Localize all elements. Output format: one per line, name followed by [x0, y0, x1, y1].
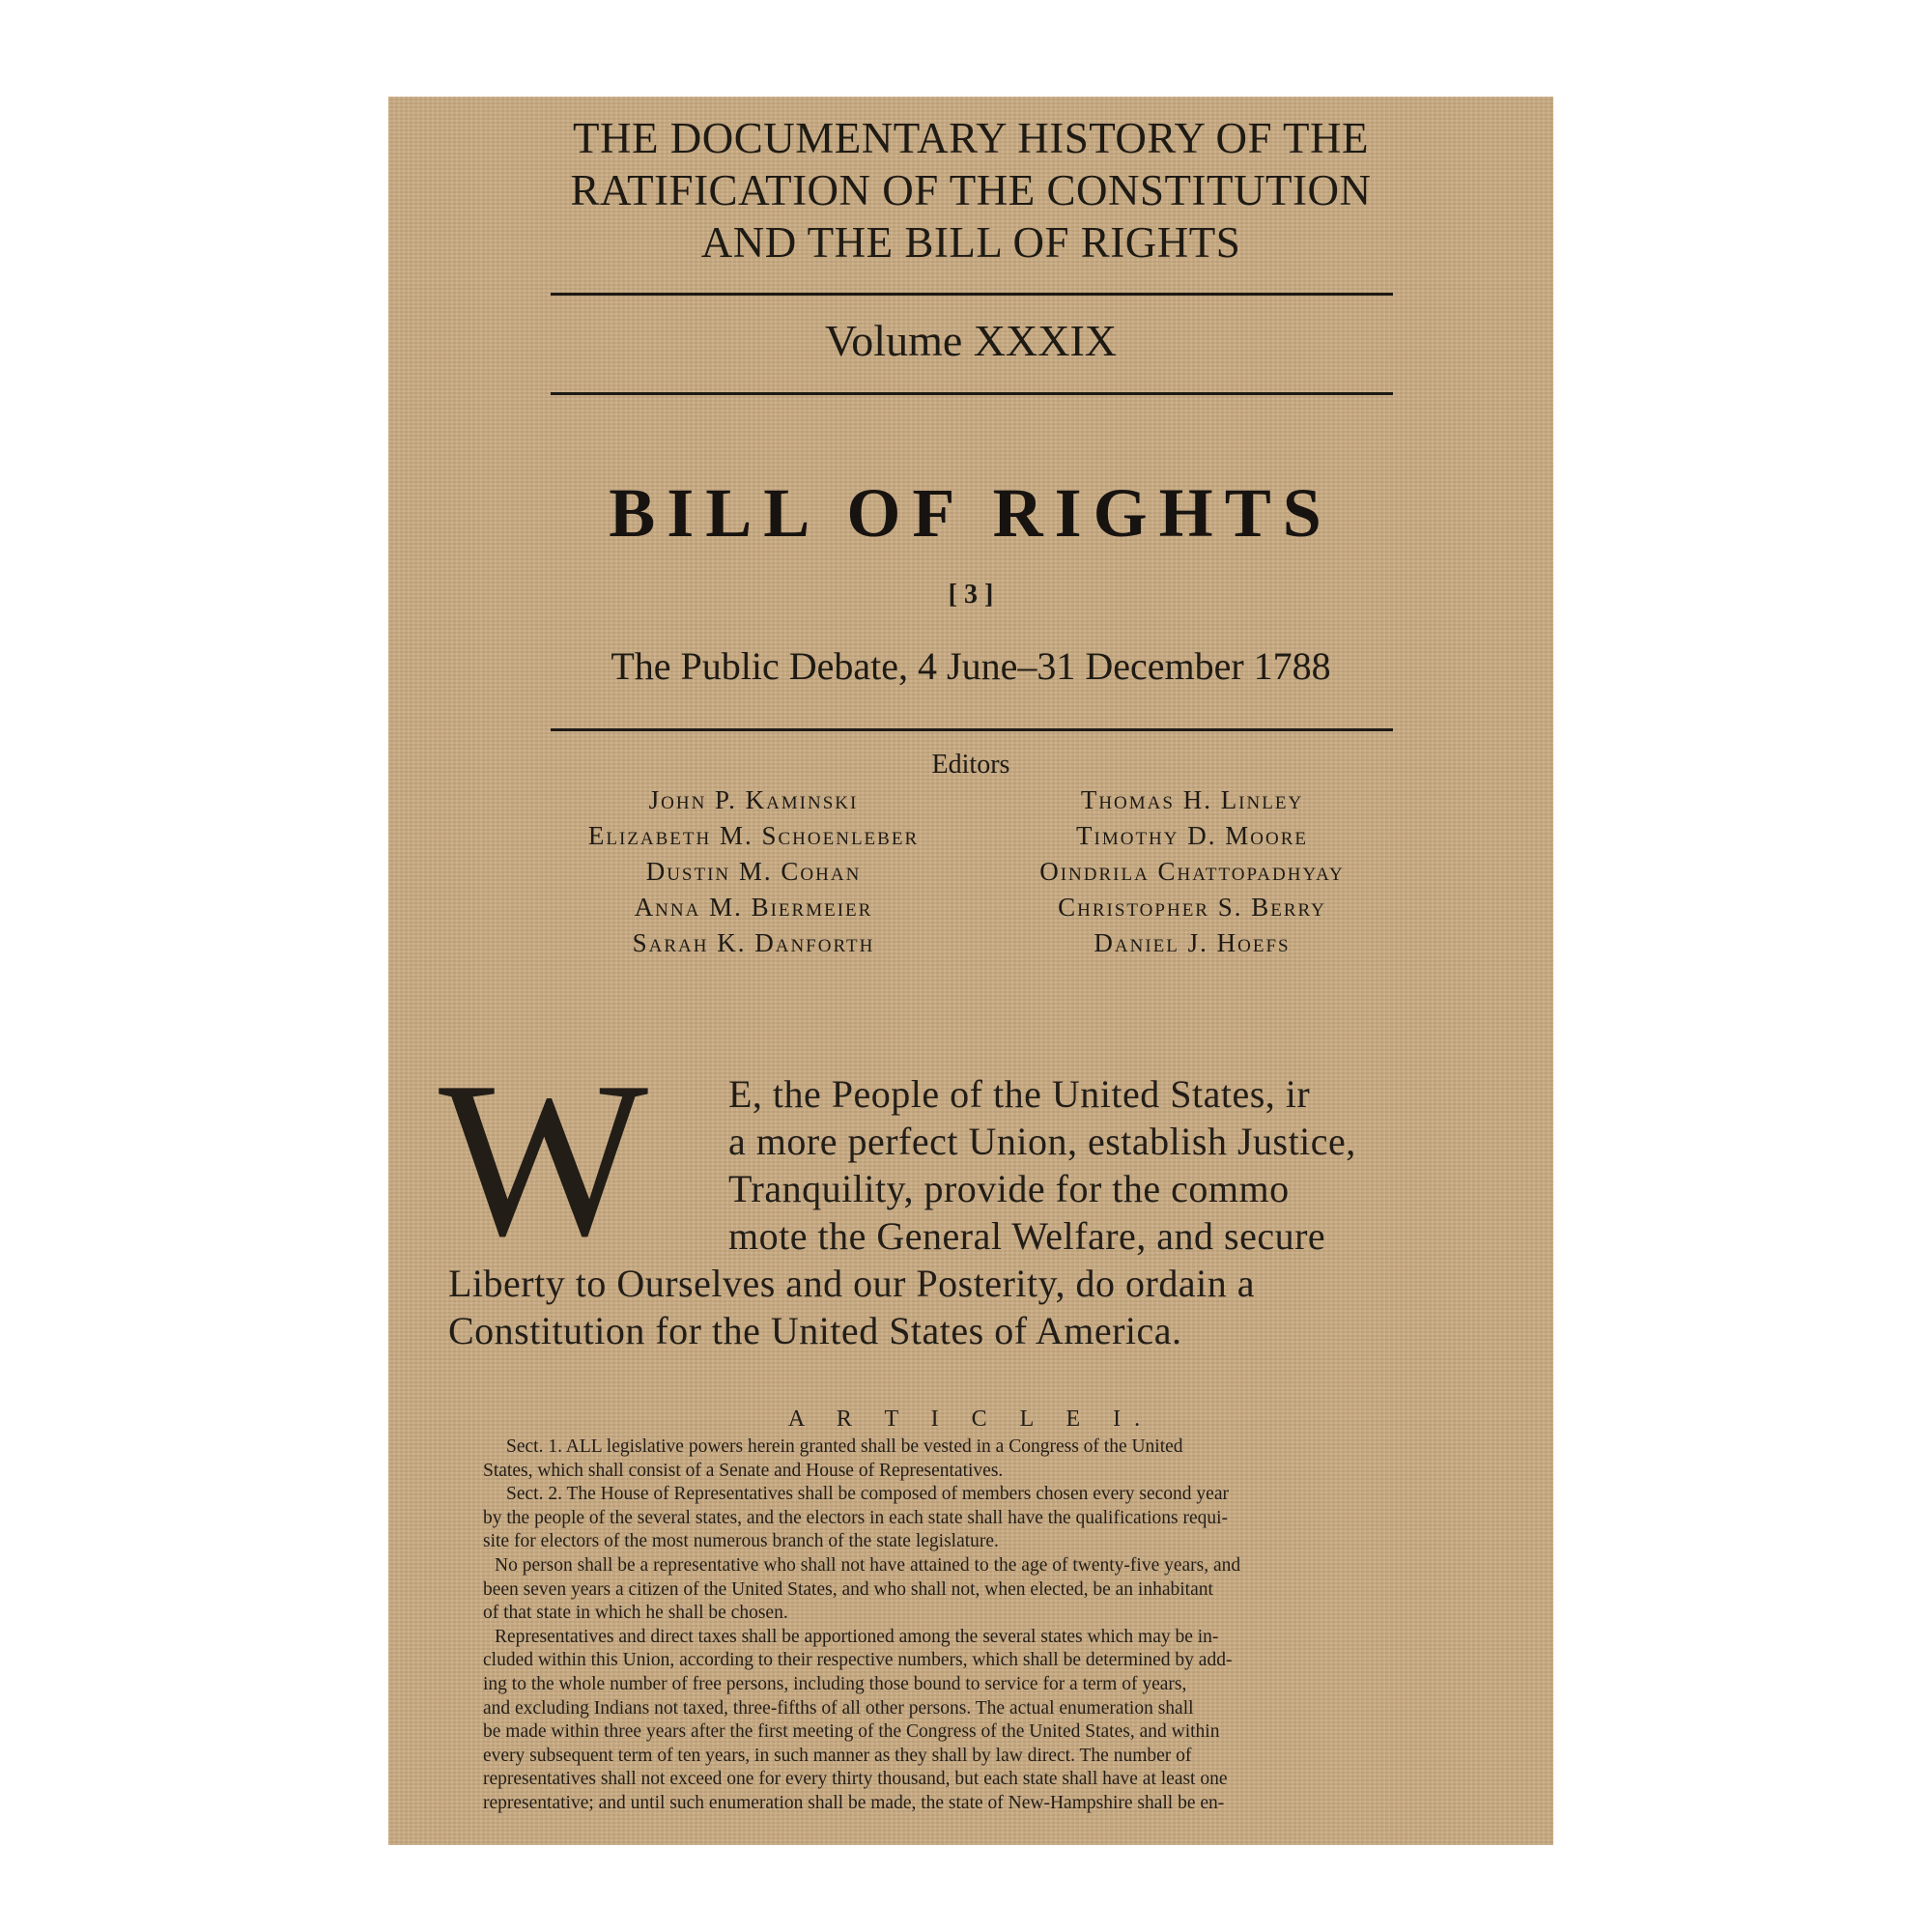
editors-label: Editors: [931, 750, 1010, 780]
preamble-drop-cap: W: [439, 1036, 649, 1282]
article-line: be made within three years after the first meeting of the Congress of the United States, and within: [483, 1721, 1220, 1743]
article-line: site for electors of the most numerous branch of the state legislature.: [483, 1531, 999, 1552]
article-line: every subsequent term of ten years, in such manner as they shall by law direct. The number of: [483, 1745, 1192, 1766]
preamble-line: a more perfect Union, establish Justice,: [728, 1120, 1356, 1163]
article-line: of that state in which he shall be chosen.: [483, 1603, 788, 1624]
article-line: been seven years a citizen of the United States, and who shall not, when elected, be an inhabitant: [483, 1578, 1213, 1600]
editor-name: Oindrila Chattopadhyay: [1039, 857, 1345, 886]
editor-name: Timothy D. Moore: [1076, 821, 1308, 850]
series-title: [388, 112, 1553, 269]
preamble-line: Tranquility, provide for the commo: [728, 1167, 1290, 1210]
preamble-line: Liberty to Ourselves and our Posterity, do ordain a: [448, 1262, 1255, 1305]
article-line: representative; and until such enumeration shall be made, the state of New-Hampshire shall be en-: [483, 1792, 1225, 1813]
editor-name: Anna M. Biermeier: [634, 893, 873, 922]
series-title-line: THE DOCUMENTARY HISTORY OF THE: [573, 114, 1369, 162]
article-heading: A R T I C L E I.: [787, 1406, 1154, 1432]
series-title-line: AND THE BILL OF RIGHTS: [700, 218, 1241, 267]
article-line: by the people of the several states, and the electors in each state shall have the qualifications requi-: [483, 1507, 1229, 1528]
editor-name: John P. Kaminski: [648, 785, 859, 814]
editors-list-right: [941, 782, 1443, 961]
volume-number: Volume XXXIX: [825, 316, 1117, 365]
editor-name: Dustin M. Cohan: [645, 857, 862, 886]
article-line: cluded within this Union, according to their respective numbers, which shall be determined by add-: [483, 1650, 1233, 1671]
editor-name: Thomas H. Linley: [1080, 785, 1304, 814]
book-cover: [388, 97, 1553, 1845]
article-line: No person shall be a representative who shall not have attained to the age of twenty-five years, and: [495, 1554, 1241, 1576]
article-line: States, which shall consist of a Senate and House of Representatives.: [483, 1460, 1004, 1481]
divider-rule: [551, 392, 1393, 395]
divider-rule: [551, 728, 1393, 731]
editor-name: Christopher S. Berry: [1058, 893, 1326, 922]
editor-name: Daniel J. Hoefs: [1094, 928, 1291, 957]
constitution-preamble: [448, 1070, 1553, 1354]
article-line: Representatives and direct taxes shall be apportioned among the several states which may be in-: [495, 1626, 1219, 1647]
part-number: [ 3 ]: [948, 580, 994, 610]
preamble-line: Constitution for the United States of America.: [448, 1309, 1182, 1352]
article-line: Sect. 1. ALL legislative powers herein granted shall be vested in a Congress of the United: [506, 1436, 1183, 1457]
series-title-line: RATIFICATION OF THE CONSTITUTION: [570, 166, 1372, 214]
editors-list-left: [502, 782, 1005, 961]
divider-rule: [551, 293, 1393, 296]
editor-name: Elizabeth M. Schoenleber: [587, 821, 920, 850]
book-title: BILL OF RIGHTS: [609, 474, 1333, 552]
article-line: ing to the whole number of free persons, including those bound to service for a term of years,: [483, 1673, 1187, 1694]
preamble-line: E, the People of the United States, ir: [728, 1072, 1311, 1116]
article-line: representatives shall not exceed one for every thirty thousand, but each state shall have at least one: [483, 1769, 1228, 1790]
book-subtitle: The Public Debate, 4 June–31 December 1788: [611, 644, 1331, 688]
article-text: [483, 1435, 1459, 1816]
editor-name: Sarah K. Danforth: [632, 928, 875, 957]
article-line: and excluding Indians not taxed, three-fifths of all other persons. The actual enumeration shall: [483, 1697, 1194, 1719]
preamble-line: mote the General Welfare, and secure: [728, 1214, 1326, 1258]
article-line: Sect. 2. The House of Representatives shall be composed of members chosen every second year: [506, 1484, 1229, 1505]
